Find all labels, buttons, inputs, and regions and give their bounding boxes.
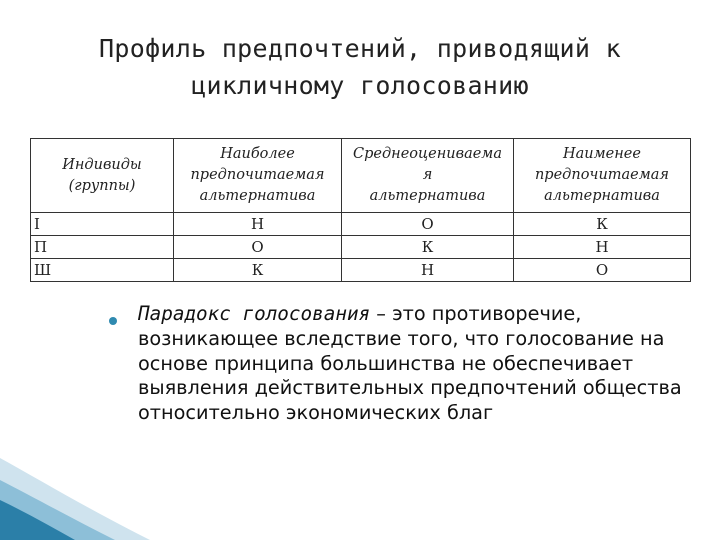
table-cell: К: [514, 213, 691, 236]
header-text: альтернатива: [544, 188, 660, 204]
header-middle-valued: [342, 139, 514, 213]
table-cell: О: [514, 259, 691, 282]
header-text: Наименее: [563, 146, 641, 162]
header-text: я: [422, 167, 433, 183]
header-most-preferred: [174, 139, 342, 213]
title-line-2: цикличному голосованию: [191, 71, 529, 100]
paradox-paragraph: [138, 302, 698, 426]
header-text: альтернатива: [369, 188, 486, 204]
header-text: предпочитаемая: [190, 167, 325, 183]
table-row: [31, 213, 691, 236]
header-least-preferred: [514, 139, 691, 213]
paradox-term: Парадокс голосования: [138, 302, 371, 325]
header-text: Среднеоцениваема: [353, 146, 502, 162]
bullet-icon: [109, 317, 117, 325]
table-cell: О: [174, 236, 342, 259]
header-individuals: [31, 139, 174, 213]
header-text: альтернатива: [199, 188, 316, 204]
header-text: предпочитаемая: [534, 167, 670, 183]
slide-title: [20, 30, 700, 104]
decorative-wave: [0, 440, 160, 540]
table-cell: К: [174, 259, 342, 282]
header-text: (группы): [68, 177, 136, 194]
table-cell: Н: [174, 213, 342, 236]
table-row: [31, 259, 691, 282]
table-cell: Н: [342, 259, 514, 282]
table-row: [31, 236, 691, 259]
preference-table: [30, 138, 691, 282]
paradox-definition: – это противоречие, возникающее вследствие того, что голосование на основе принципа большинства не обеспечивает выявления действительных предпочтений общества относительно экономических благ: [138, 302, 682, 425]
title-line-1: Профиль предпочтений, приводящий к: [99, 34, 621, 63]
table-header-row: [31, 139, 691, 213]
table-cell: Н: [514, 236, 691, 259]
header-text: Индивиды: [62, 156, 142, 173]
row-label: I: [31, 213, 174, 236]
header-text: Наиболее: [220, 146, 295, 162]
row-label: П: [31, 236, 174, 259]
table-cell: О: [342, 213, 514, 236]
table-cell: К: [342, 236, 514, 259]
row-label: Ш: [31, 259, 174, 282]
